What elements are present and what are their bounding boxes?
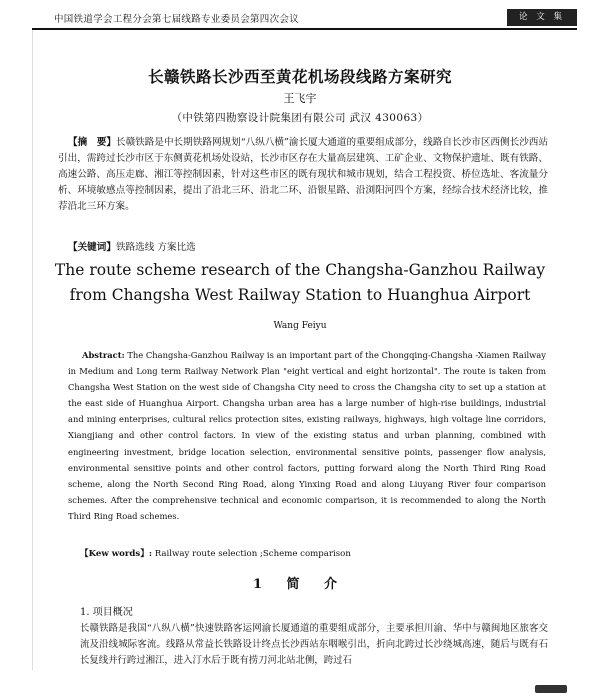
abstract-chinese-label: 【摘 要】 xyxy=(68,137,116,148)
keywords-chinese-label: 【关键词】 xyxy=(68,242,116,253)
author-english: Wang Feiyu xyxy=(273,321,327,331)
abstract-chinese-text: 长赣铁路是中长期铁路网规划“八纵八横”渝长厦大通道的重要组成部分，线路自长沙市区西侧长沙西站引出，需跨过长沙市区于东侧黄花机场处设站，长沙市区存在大量高层建筑、工矿企业、文物保护遗址、既有铁路、高速公路、高压走廊、湘江等控制因素，针对这些市区的既有现状和城市规划，结合工程投资、桥位选址、客流量分析、环境敏感点等控制因素，提出了沿北三环、沿北二环、沿银星路、沿浏阳河四个方案，经综合技术经济比较，推荐沿北三环方案。 xyxy=(58,137,549,212)
abstract-english-label: Abstract: xyxy=(82,350,125,360)
abstract-english-text: The Changsha-Ganzhou Railway is an important part of the Chongqing-Changsha -Xiamen Railway in Medium and Long term Railway Network Plan "eight vertical and eight horizontal". The route is taken from Changsha West Station on the west side of Changsha City need to cross the Changsha city to set up a station at the east side of Huanghua Airport. Changsha urban area has a large number of high-rise buildings, industrial and mining enterprises, cultural relics protection sites, existing railways, highways, high voltage line corridors, Xiangjiang and other control factors. In view of the existing status and urban planning, combined with engineering investment, bridge location selection, environmental sensitive points, passenger flow analysis, environmental sensitive points and other control factors, putting forward along the North Third Ring Road scheme, along the North Second Ring Road, along Yinxing Road and along Liuyang River four comparison schemes. After the comprehensive technical and economic comparison, it is recommended to along the North Third Ring Road schemes. xyxy=(68,350,546,521)
paper-title-chinese: 长赣铁路长沙西至黄花机场段线路方案研究 xyxy=(147,67,452,86)
affiliation-chinese: （中铁第四勘察设计院集团有限公司 武汉 430063） xyxy=(171,112,429,124)
keywords-english-text: Railway route selection ;Scheme comparison xyxy=(154,549,351,559)
journal-badge: 论 文 集 xyxy=(507,9,577,26)
running-title: 中国铁道学会工程分会第七届线路专业委员会第四次会议 xyxy=(54,14,300,25)
keywords-english xyxy=(80,547,550,559)
keywords-chinese xyxy=(68,239,548,253)
body-paragraph: 长赣铁路是我国“八纵八横”快速铁路客运网渝长厦通道的重要组成部分，主要承担川渝、华中与赣闽地区旅客交流及沿线城际客流。线路从常益长铁路设计终点长沙西站东咽喉引出，折向北跨过长沙绕城高速，随后与既有石长复线并行跨过湘江，进入汀水后于既有捞刀河北站北侧，跨过石 xyxy=(80,623,548,666)
running-header xyxy=(32,8,577,30)
section-heading: 1 简 介 xyxy=(252,577,348,592)
author-chinese: 王飞宇 xyxy=(283,92,317,105)
subsection-heading: 1. 项目概况 xyxy=(80,607,133,618)
abstract-chinese xyxy=(58,135,548,215)
keywords-chinese-text: 铁路选线 方案比选 xyxy=(115,242,196,253)
paper-title-english: The route scheme research of the Changsha-Ganzhou Railway from Changsha West Railway Station to Huanghua Airport xyxy=(54,261,546,304)
keywords-english-label: 【Kew words】: xyxy=(80,549,153,559)
page-number-mark xyxy=(535,685,567,693)
abstract-english xyxy=(68,347,546,524)
